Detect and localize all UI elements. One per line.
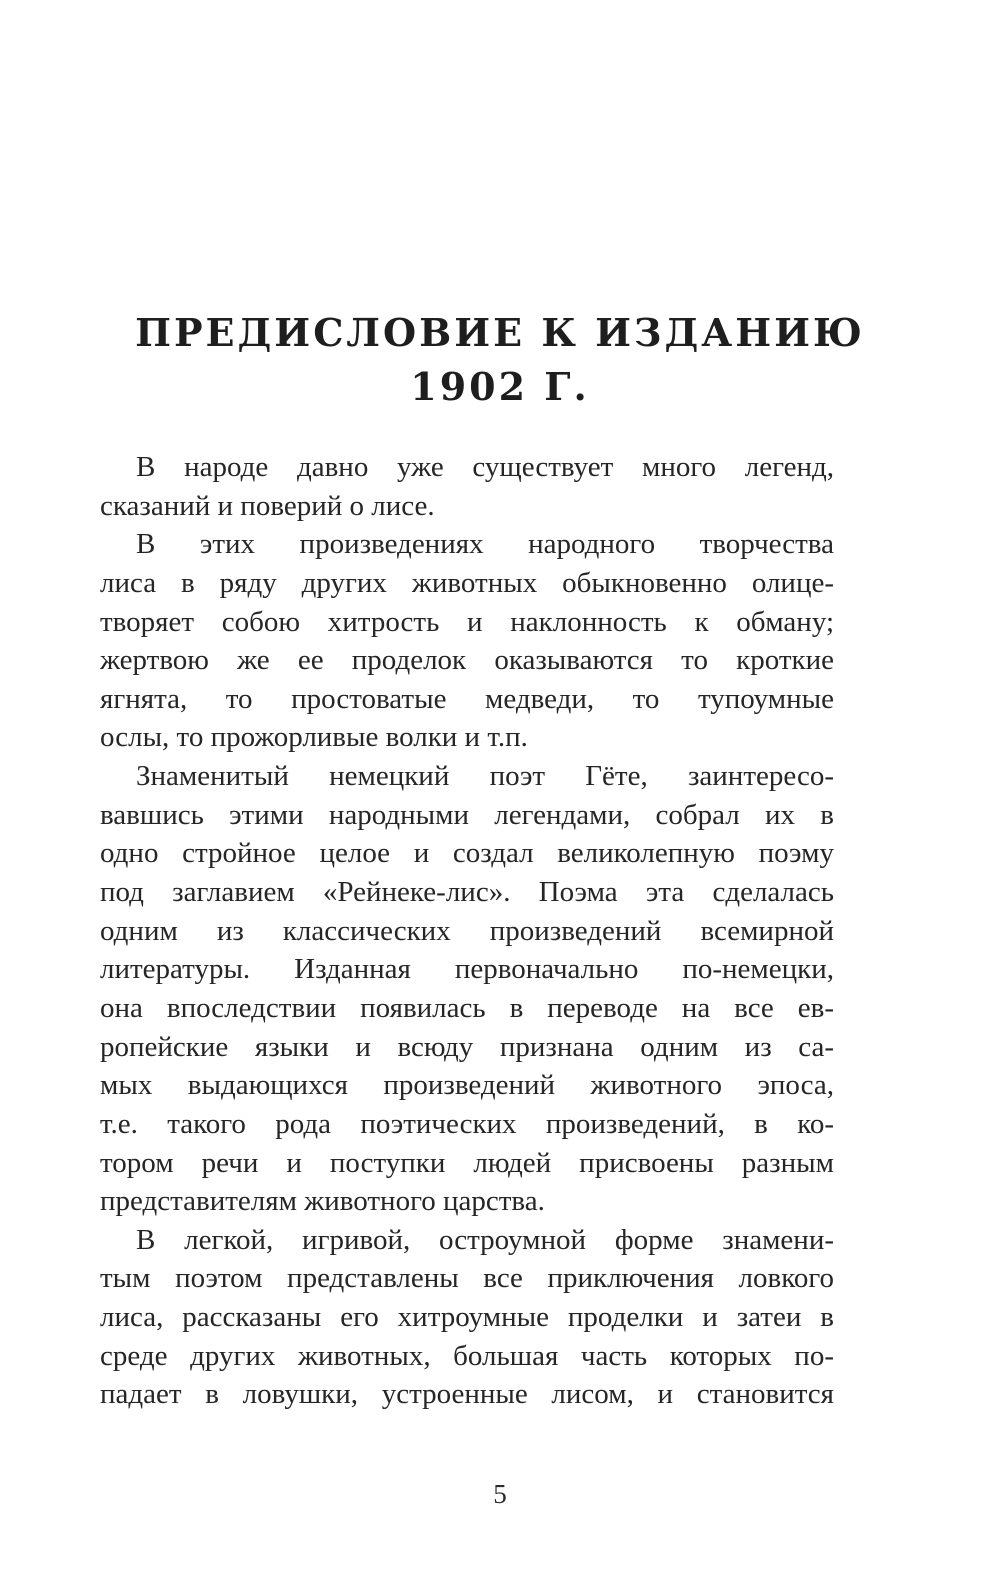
chapter-title-line-2: 1902 Г.: [410, 364, 590, 409]
chapter-title-line-1: ПРЕДИСЛОВИЕ К ИЗДАНИЮ: [135, 310, 865, 355]
text-line: мых выдающихся произведений животного эпоса,: [100, 1069, 834, 1102]
text-line: падает в ловушки, устроенные лисом, и становится: [100, 1378, 834, 1411]
text-line: одно стройное целое и создал великолепную поэму: [100, 837, 834, 870]
body-text: [100, 448, 834, 1414]
page-number: 5: [493, 1479, 507, 1509]
text-line: ослы, то прожорливые волки и т.п.: [100, 721, 528, 754]
text-line: среде других животных, большая часть которых по-: [100, 1339, 834, 1372]
text-line: тым поэтом представлены все приключения ловкого: [100, 1262, 834, 1295]
text-line: т.е. такого рода поэтических произведений, в ко-: [100, 1107, 834, 1140]
text-line: лиса в ряду других животных обыкновенно олице-: [100, 566, 834, 599]
text-line: В легкой, игривой, остроумной форме знамени-: [136, 1223, 834, 1256]
text-line: жертвою же ее проделок оказываются то кроткие: [100, 644, 834, 677]
text-line: В этих произведениях народного творчества: [136, 528, 834, 561]
text-line: ягнята, то простоватые медведи, то тупоумные: [100, 682, 834, 715]
text-line: Знаменитый немецкий поэт Гёте, заинтересо-: [136, 760, 834, 793]
text-line: представителям животного царства.: [100, 1185, 545, 1218]
text-line: литературы. Изданная первоначально по-немецки,: [100, 953, 834, 986]
text-line: сказаний и поверий о лисе.: [100, 489, 435, 522]
text-line: лиса, рассказаны его хитроумные проделки и затеи в: [100, 1301, 834, 1334]
text-line: она впоследствии появилась в переводе на все ев-: [100, 991, 834, 1024]
text-line: вавшись этими народными легендами, собрал их в: [100, 798, 834, 831]
text-line: под заглавием «Рейнеке-лис». Поэма эта сделалась: [100, 876, 834, 909]
text-line: В народе давно уже существует много легенд,: [136, 451, 834, 483]
text-line: одним из классических произведений всемирной: [100, 914, 834, 947]
text-line: ропейские языки и всюду признана одним из са-: [100, 1030, 834, 1063]
text-line: тором речи и поступки людей присвоены разным: [100, 1146, 834, 1179]
text-line: творяет собою хитрость и наклонность к обману;: [100, 605, 834, 638]
